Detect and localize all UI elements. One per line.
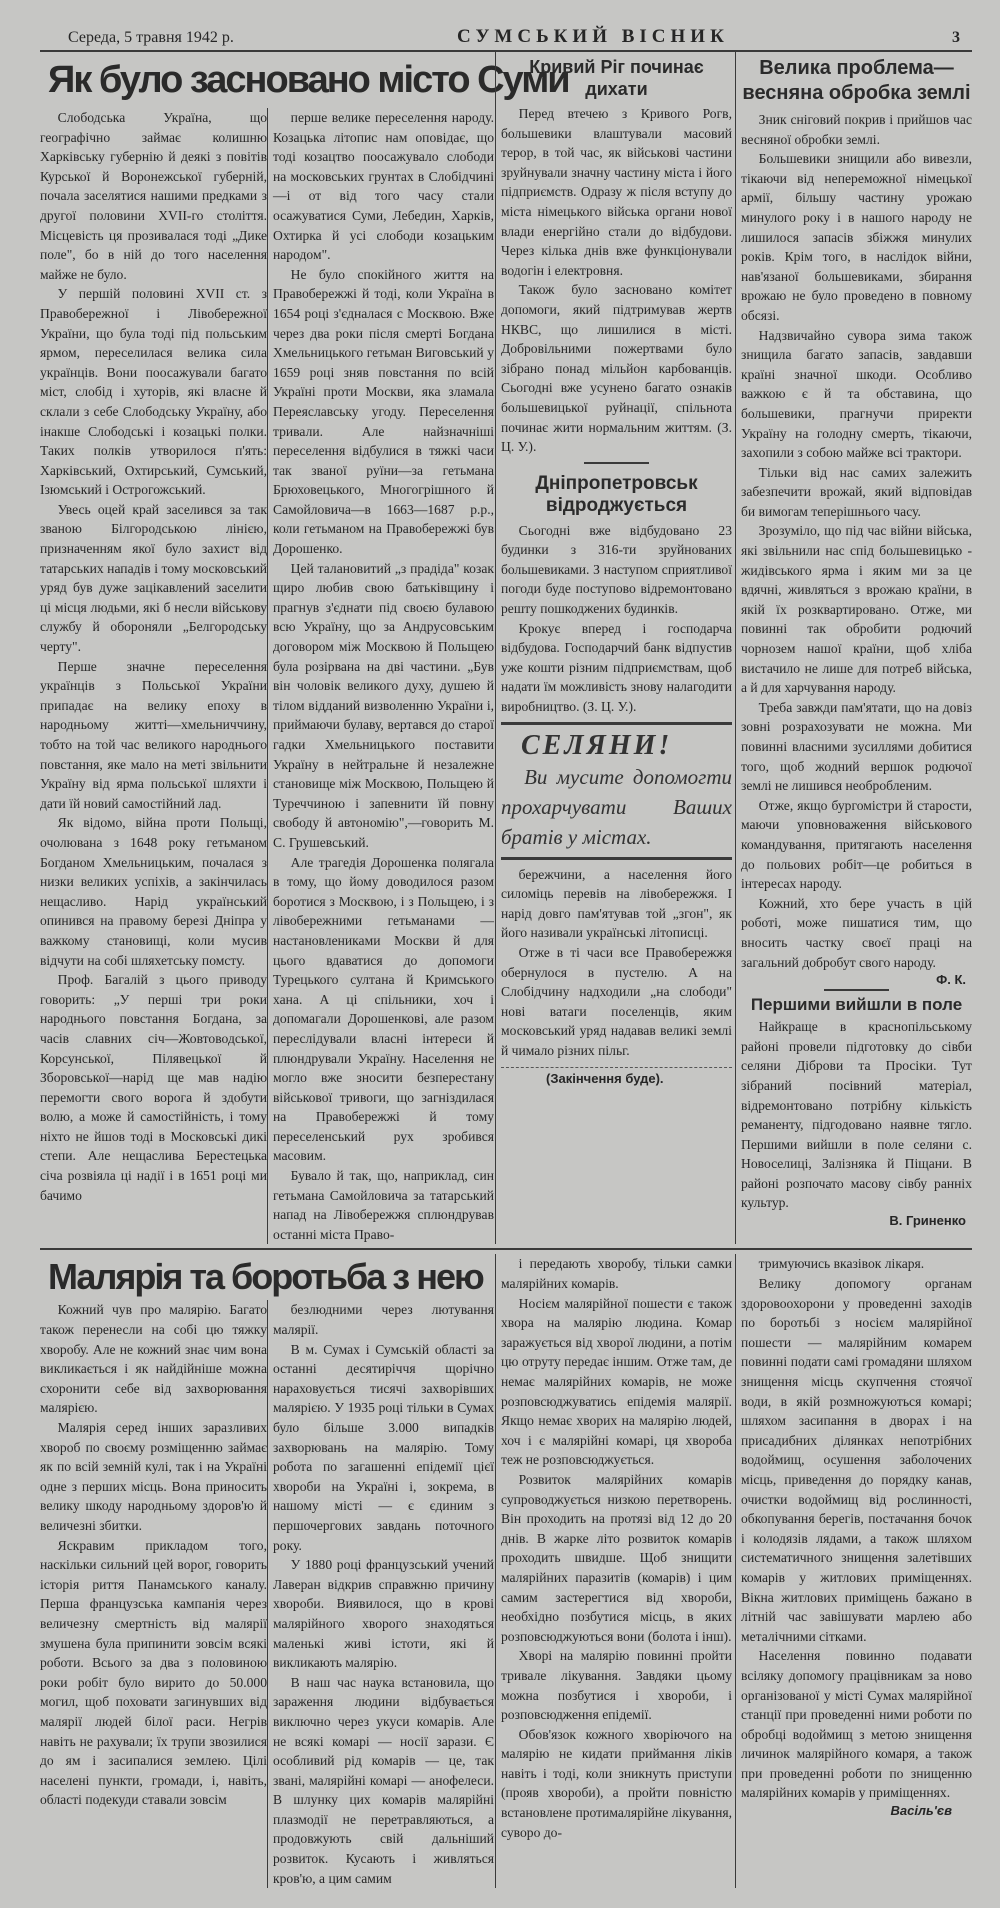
paragraph: Треба завжди пам'ятати, що на довіз зовні розрахозувати не можна. Ми повинні власними зусиллями добитися того, щоб жодний вершок родючої землі не лишився необробленим. bbox=[741, 699, 972, 794]
paragraph: У першій половині XVII ст. з Правобережної і Лівобережної України, що була тоді під польським ярмом, переселилася велика сила українців. Вони поосажували багато міст, слобід і хуторів, які власне й склали з себе Слободську Україну, або інакше Слободські і козацькі полки. Таких полків утворилося п'ять: Харківський, Охтирський, Сумський, Ізюмський і Острогожський. bbox=[40, 286, 267, 498]
appeal-bottom-rule bbox=[501, 857, 732, 860]
paragraph: тримуючись вказівок лікаря. bbox=[758, 1256, 925, 1272]
sumy-column-1 bbox=[40, 108, 267, 1244]
paragraph: Отже в ті часи все Правобережжя обернулося в пустелю. А на Слобідчину надходили „на слободи" нові ватаги поселенців, яким московський уряд надавав великі землі й чимало різних пільг. bbox=[501, 945, 732, 1058]
paragraph: безлюдними через лютування малярії. bbox=[273, 1302, 494, 1338]
issue-date: Середа, 5 травня 1942 р. bbox=[68, 29, 234, 46]
paragraph: Надзвичайно сувора зима також знищила багато запасів, завдавши країні значної шкоди. Особливо важкою є й та обставина, що большевики, прагнучи приректи Україну на голодну смерть, тікаючи, захопили з собою майже всі трактори. bbox=[741, 327, 972, 461]
right-column bbox=[735, 52, 972, 1244]
paragraph: бережчини, а населення його силоміць перевів на лівобережжя. І нарід довго пам'ятував той „згон", як його називали українські літописці. bbox=[501, 866, 732, 941]
malaria-column-1 bbox=[40, 1300, 267, 1888]
sumy-column-2 bbox=[267, 108, 494, 1244]
paragraph: У 1880 році французський учений Лаверан відкрив справжню причину хвороби. Виявилося, що в крові малярійного хворого знаходяться маленькі живі істоти, які й викликають малярію. bbox=[273, 1557, 494, 1671]
signature-fk: Ф. К. bbox=[936, 972, 966, 988]
paragraph: Населення повинно подавати всіляку допомогу працівникам за ново організованої у місті Сумах малярійної станції при проведенні ними роботи по обробці водоймищ з метою знищення личинок малярійного комаря, а також при проведенні роботи по знищенню малярійних комарів у приміщеннях. bbox=[741, 1648, 972, 1801]
sumy-article bbox=[40, 52, 569, 1244]
paragraph: Тільки від нас самих залежить забезпечити врожай, який відповідав би вимогам теперішнього часу. bbox=[741, 464, 972, 519]
paragraph: Перед втечею з Кривого Рогв, большевики влаштували масовий терор, в той час, як військові частини зруйнували значну частину міста і його підприємств. Одразу ж після вступу до міста німецького війська органи нової влади енергійно стали до відбудови. Через кілька днів вже функціонували водогін і електровня. bbox=[501, 106, 732, 278]
malaria-right bbox=[735, 1254, 972, 1888]
dotted-divider bbox=[501, 1067, 732, 1068]
headline-sumy: Як було засновано місто Суми bbox=[48, 59, 569, 101]
paragraph: Цей талановитий „з прадіда" козак щиро любив свою батьківщину і прагнув з'єднати під своєю булавою всю Україну, що за Андрусовським договором між Москвою й Польщею була розірвана на дві частини. „Був він чоловік великого духу, душею й тілом відданий визволенню України і, приймаючи булаву, вертався до старої гадки Хмельницького поставити Україну в нейтральне й незалежне становище між Москвою, Польщею й Туреччиною і запевнити їй повну свободу й автономію",—говорить М. С. Грушевський. bbox=[273, 560, 494, 850]
appeal-headline: СЕЛЯНИ! bbox=[521, 729, 673, 761]
short-divider bbox=[584, 462, 649, 464]
kryvyi-rih-body bbox=[501, 104, 732, 457]
sumy-columns bbox=[40, 108, 495, 1244]
appeal-text: Ви мусите допомогти прохарчувати Ваших братів у містах. bbox=[501, 764, 732, 849]
paragraph: перше велике переселення народу. Козацька літопис нам оповідає, що тоді козацтво поосажувало слободи на московських грунтах в Слобідчині—і от від того часу стали осажуватися Суми, Лебедин, Харків, Охтирка й усі слободи козацьким народом". bbox=[273, 110, 494, 263]
paragraph: Кожний, хто бере участь в цій роботі, може пишатися тим, що вносить частку своєї праці на загальний добробут свого народу. bbox=[741, 895, 972, 970]
paragraph: Слободська Україна, що географічно займає колишню Харківську губернію й деякі з повітів Курської й Воронежської губерній, почала заселятися нашими предками з другої половини XVII-го століття. Місцевість ця прозивалася тоді „Дике поле", бо в ній до того населення майже не було. bbox=[40, 110, 267, 282]
paragraph: Зрозуміло, що під час війни війська, які звільнили нас спід большевицько - жидівського ярма і яким ми за це вдячні, живляться з врожаю країни, в якій їх розквартировано. Отже, ми повинні так обробити родючий чорнозем нашої країни, щоб хліба вистачило не лише для потреб війська, а й для харчування народу. bbox=[741, 523, 972, 696]
paragraph: Сьогодні вже відбудовано 23 будинки з 316-ти зруйнованих большевиками. З наступом сприятливої погоди буде поступово відремонтовано решту пошкоджених будинків. bbox=[501, 522, 732, 617]
malaria-column-2 bbox=[267, 1300, 494, 1888]
paragraph: Велику допомогу органам здоровоохорони у проведенні заходів по боротьбі з носієм малярійної пошести — малярійним комарем повинні подати самі громадяни шляхом знищення місць скупчення стоячої води, в якій розмножуються комарі; шляхом засипання в дворах і на присадибних ділянках непотрібних водоймищ, осушення заболочених місць, приведення до порядку канав, очистки водоймищ від рослинності, обкопування берегів, постачання бочок і колодязів лядами, а також шляхом систематичного знищення залетівших комарів у житлових приміщеннях. Вікна житлових приміщень бажано в літній час завішувати марлею або металічними сітками. bbox=[741, 1276, 972, 1644]
paragraph: Большевики знищили або вивезли, тікаючи від непереможної німецької армії, більшу частину урожаю минулого року і в нашого народу не лишилося запасів збіжжя минулих років. Крім того, в наслідок війни, нав'язаної большевиками, збирання врожаю не було проведено в повному обсязі. bbox=[741, 151, 972, 323]
bottom-section bbox=[40, 1250, 972, 1888]
paragraph: Найкраще в краснопільському районі провели підготовку до сівби селяни Діброви та Просіки. Тут зібраний посівний матеріал, відремонтовано потрібну кількість реманенту, підгодовано наявне тягло. Першими вийшли в поле селяни с. Новоселиці, Залізняка й Піщани. В районі розпочато масову сівбу ранніх культур. bbox=[741, 1019, 972, 1211]
dnipro-body bbox=[501, 521, 732, 717]
malaria-column-4 bbox=[741, 1254, 972, 1803]
paragraph: Також було засновано комітет допомоги, який підтримував жертв НКВС, що лишилися в місті. Добровільними пожертвами було зібрано понад мільйон карбованців. Сьогодні вже усунено багато ознаків большевицької руйнації, спільнота починає жити нормальним життям. (З. Ц. У.). bbox=[501, 282, 732, 455]
paragraph: В м. Сумах і Сумській області за останні десятиріччя щорічно нараховується тисячі захворівших малярією. У 1935 році тільки в Сумах було більше 3.000 випадків захворювань на малярію. Тому робота по загашенні епідемії цієї хвороби на Україні і, зокрема, в нашому місті — є єдиним з першочергових завдань поточного року. bbox=[273, 1341, 494, 1553]
malaria-middle bbox=[495, 1254, 735, 1888]
paragraph: Як відомо, війна проти Польщі, очолювана з 1648 року гетьманом Богданом Хмельницьким, почалася з низки великих успіхів, а закінчилась нещасливо. Нарід український опинився на правому березі Дніпра у важкому становищі, коли мусив відчути на собі шляхетську помсту. bbox=[40, 815, 267, 968]
paragraph: Носієм малярійної пошести є також хвора на малярію людина. Комар заражується від хворої людини, а потім цю отруту передає іншим. Отже там, де немає малярійних комарів, не може розповсюджуватись епідемія малярії. Якщо немає хворих на малярію людей, хоч і є малярійні комарі, ця хвороба теж не розповсюджується. bbox=[501, 1295, 732, 1468]
malaria-article-left bbox=[40, 1254, 495, 1888]
headline-first-in-field: Першими вийшли в поле bbox=[750, 995, 963, 1015]
paragraph: Не було спокійного життя на Правобережжі й тоді, коли Україна в 1654 році з'єдналася с Москвою. Вже через два роки після смерті Богдана Хмельницького гетьман Виговський у 1659 році зняв повстання по всій Україні проти Москви, яка зламала Переяславську угоду. Переселення тривали. Але найзначніші переселення відбулися в тяжкі часи так званої руїни—за гетьмана Брюховецького, Многогрішного й Самойловича—в 1663—1687 р.р., коли гетьманом на Правобережжі був Дорошенко. bbox=[273, 266, 494, 557]
signature-hrynenko: В. Гриненко bbox=[889, 1213, 966, 1229]
paragraph: і передають хворобу, тільки самки малярійних комарів. bbox=[501, 1256, 732, 1292]
paragraph: Кожний чув про малярію. Багато також перенесли на собі цю тяжку хворобу. Але не кожний знає чим вона викликається і як найдійніше можна схоронити себе від захворювання малярією. bbox=[40, 1302, 267, 1416]
short-divider bbox=[824, 989, 889, 991]
spring-body bbox=[741, 110, 972, 972]
page-header bbox=[40, 26, 972, 52]
paragraph: Яскравим прикладом того, наскільки сильний цей ворог, говорить історія риття Панамського каналу. Перша французська кампанія через величезну смертність від малярії змушена була припинити зовсім всякі роботи. Всього за два з половиною роки робіт було вирито до 50.000 могил, щоб поховати загинувших від малярії людей білої раси. Негрів навіть не рахували; їх трупи звозилися до ям і засипалися землею. Цілі населені пункти, громади, і, навіть, області подекуди ставали зовсім bbox=[40, 1537, 267, 1808]
paragraph: Отже, якщо бургомістри й старости, маючи уповноваження військового командування, притягають населення до польових робіт—це робиться в інтересах народу. bbox=[741, 797, 972, 892]
paragraph: Хворі на малярію повинні пройти тривале лікування. Завдяки цьому можна позбутися і хвороби, і розповсюдження епідемії. bbox=[501, 1648, 732, 1723]
headline-spring-sowing: Велика проблема— весняна обробка землі bbox=[742, 57, 971, 104]
paragraph: Зник сніговий покрив і прийшов час весняної обробки землі. bbox=[741, 112, 972, 147]
newspaper-masthead: СУМСЬКИЙ ВІСНИК bbox=[457, 26, 729, 47]
signature-vasiliev: Васіль'єв bbox=[890, 1803, 952, 1819]
paragraph: Бувало й так, що, наприклад, син гетьмана Самойловича за татарський напад на Лівобережжя сплюндрував останні міста Право- bbox=[273, 1168, 494, 1242]
malaria-columns bbox=[40, 1300, 495, 1888]
paragraph: Проф. Багалій з цього приводу говорить: „У перші три роки народнього повстання Богдана, за часів славних січ—Жовтоводської, Корсунської, Пілявецької й Зборовської—нарід ще мав надію перемогти свого ворога й здобути волю, а може й самостійність, і тому ніхто не йшов тоді в Московські дикі степи. Але нещаслива Берестецька січа розвіяла ці надії і в 1651 році ми бачимо bbox=[40, 972, 267, 1203]
paragraph: Малярія серед інших заразливих хвороб по своєму розміщенню займає як по всій земній кулі, так і на Україні одне з перших місць. Вона приносить велику шкоду народньому здоров'ю й величезні збитки. bbox=[40, 1420, 267, 1533]
headline-kryvyi-rih: Кривий Ріг починає дихати bbox=[529, 57, 704, 99]
field-body bbox=[741, 1017, 972, 1213]
headline-malaria: Малярія та боротьба з нею bbox=[48, 1256, 483, 1298]
malaria-column-3 bbox=[501, 1254, 732, 1842]
sumy-column-3 bbox=[501, 865, 732, 1061]
page-number: 3 bbox=[952, 29, 960, 46]
paragraph: Розвиток малярійних комарів супроводжується низкою перетворень. Він проходить на протязі від 12 до 20 днів. В жарке літо розвиток комарів проходить швидше. Щоб знищити малярійних паразитів (комарів) і цим самим застерегтися від хвороби, необхідно позбутися місць, в яких розповсюджуються вони (болота і інш). bbox=[501, 1471, 732, 1644]
headline-dnipropetrovsk: Дніпропетровськ відроджується bbox=[535, 472, 698, 516]
paragraph: Але трагедія Дорошенка полягала в тому, що йому доводилося разом боротися з Москвою, і з Польщею, і з лівобережними гетьманами — настановлениками Москви й для цього вдаватися до допомоги Турецького султана й Кримського хана. А ці спільники, хоч і допомагали Дорошенкові, але разом переслідували власні інтереси й плюндрували Україну. Населення не могло вже зносити безперестану військової тривоги, що загніздилася на Правобережжі й тому переселенський рух зробився масовим. bbox=[273, 854, 494, 1164]
paragraph: В наш час наука встановила, що зараження людини відбувається виключно через укуси комарів. Але не всякі комарі — носії зарази. Є особливий рід комарів — це, так звані, малярійні комарі — анофелеси. В шлунку цих комарів малярійні плазмодії не перетравляються, а продовжують свій дальніший розвиток. Кусають і живляться кров'ю, а цим самим bbox=[273, 1674, 494, 1886]
paragraph: Увесь оцей край заселився за так званою Білгородською лінією, призначенням якої було захист від татарських нападів і тому московський уряд був дуже зацікавлений заселити ці місця людьми, які б несли військову службу й обороняли „Белгородську черту". bbox=[40, 501, 267, 655]
paragraph: Обов'язок кожного хворіючого на малярію не кидати приймання ліків навіть і тоді, коли зникнуть приступи (прояв хвороби), а пройти повністю встановлене протималярійне лікування, суворо до- bbox=[501, 1726, 732, 1840]
paragraph: Перше значне переселення українців з Польської України припадає на велику епоху в народньому житті—хмельниччину, тобто на той час великого народнього повстання, яке мало на меті звільнити Україну від ярма польської шляхти і дати їй новий самостійний лад. bbox=[40, 658, 267, 811]
appeal-top-rule bbox=[501, 722, 732, 725]
paragraph: Крокує вперед і господарча відбудова. Господарчий банк відпустив уже кошти різним підприємствам, щоб надати їм можливість знову налагодити виробництво. (З. Ц. У.). bbox=[501, 620, 732, 715]
top-section bbox=[40, 52, 972, 1250]
to-be-continued: (Закінчення буде). bbox=[546, 1070, 664, 1086]
middle-column bbox=[495, 52, 735, 1244]
